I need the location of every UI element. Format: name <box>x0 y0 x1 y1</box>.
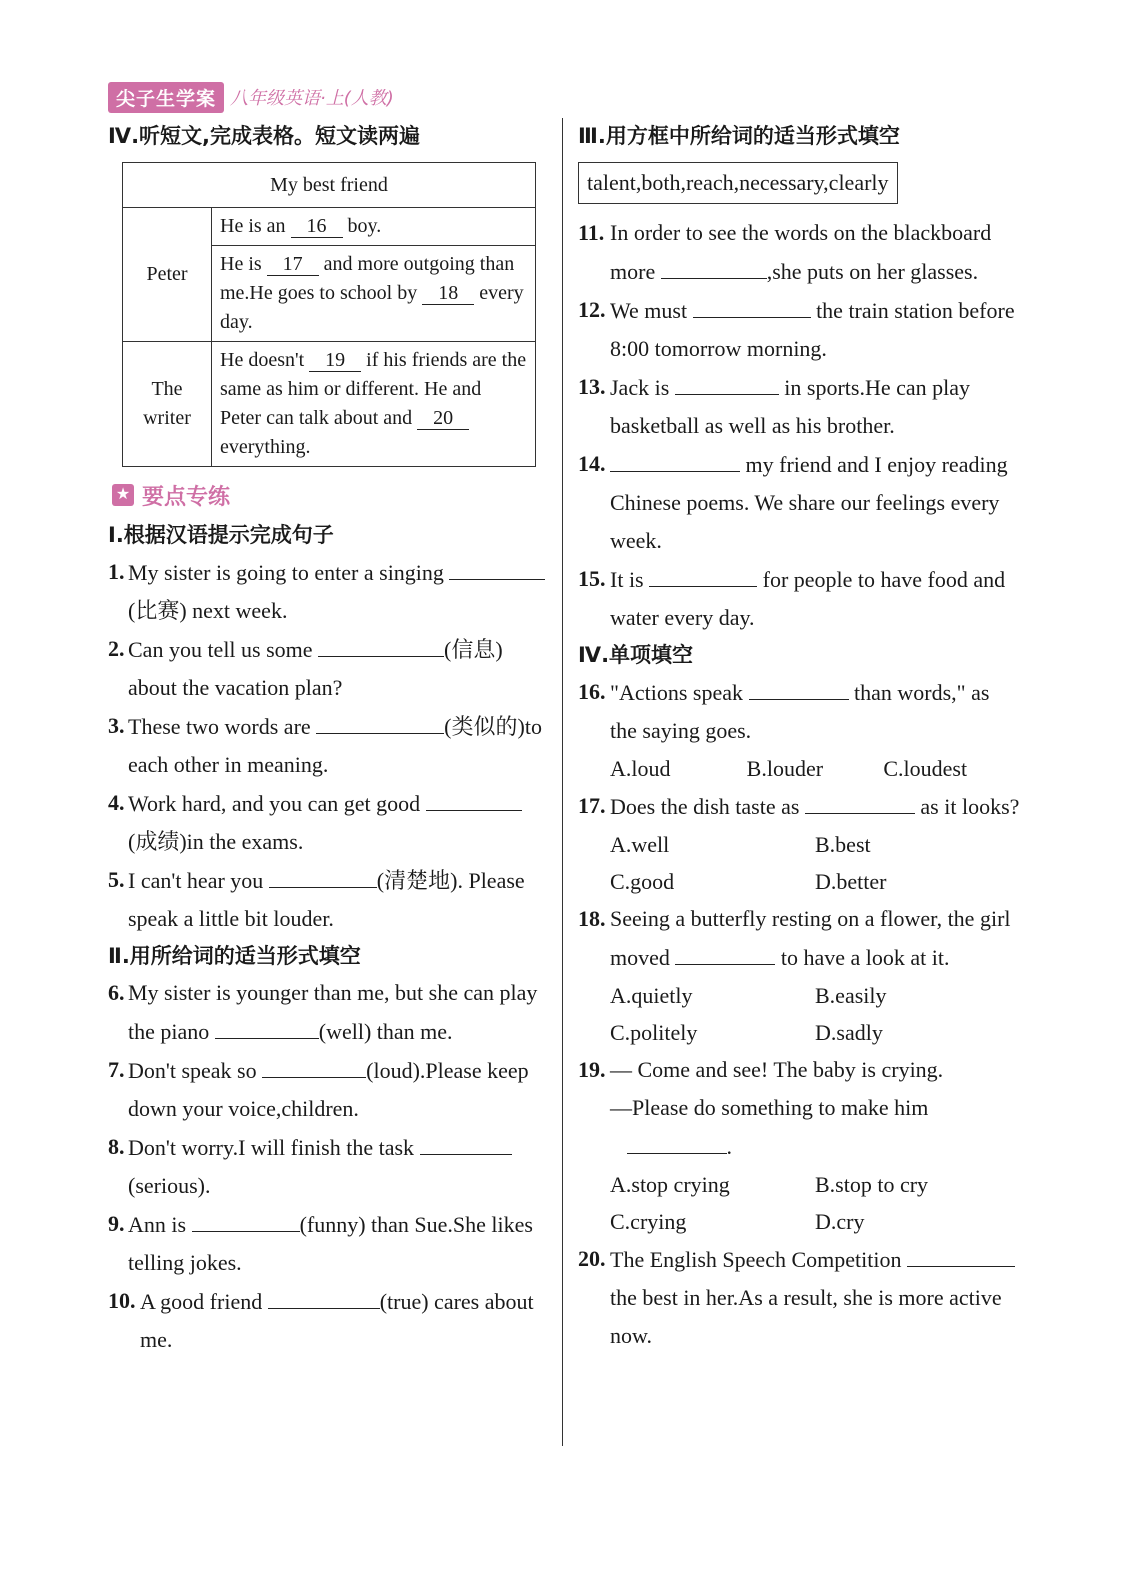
answer-blank[interactable] <box>318 630 444 657</box>
answer-blank[interactable] <box>693 291 811 318</box>
answer-blank[interactable] <box>316 707 444 734</box>
table-cell-19-20: He doesn't 19 if his friends are the same as him or different. He and Peter can talk about and 20 everything. <box>212 342 536 467</box>
question-12: 12. We must the train station before 8:00 tomorrow morning. <box>578 291 1020 368</box>
section-1-title: Ⅰ.根据汉语提示完成句子 <box>108 523 334 547</box>
answer-blank[interactable] <box>749 673 849 700</box>
answer-blank[interactable] <box>610 445 740 472</box>
option-d[interactable]: D.cry <box>815 1209 865 1234</box>
section-4-title: Ⅳ.单项填空 <box>578 643 694 667</box>
answer-blank[interactable] <box>907 1240 1015 1267</box>
row-label-writer: The writer <box>123 342 212 467</box>
answer-blank[interactable] <box>269 861 377 888</box>
question-18: 18. Seeing a butterfly resting on a flower, the girl moved to have a look at it. <box>578 906 1011 970</box>
answer-blank[interactable] <box>649 560 757 587</box>
question-4: 4. Work hard, and you can get good (成绩)in the exams. <box>108 784 550 861</box>
column-divider <box>562 118 563 1446</box>
option-c[interactable]: C.politely <box>610 1020 698 1045</box>
blank-18[interactable]: 18 <box>422 282 474 305</box>
q16-options <box>578 750 1020 787</box>
brand-logo: 尖子生学案 <box>108 82 224 113</box>
answer-blank[interactable] <box>268 1282 380 1309</box>
answer-blank[interactable] <box>675 368 779 395</box>
right-column <box>578 118 1020 1355</box>
table-header: My best friend <box>123 163 536 208</box>
q19-options-row1 <box>578 1166 1020 1203</box>
question-16: 16. "Actions speak than words," as the saying goes. <box>578 673 1020 750</box>
q18-options-row2 <box>578 1014 1020 1051</box>
key-points-badge: ★ 要点专练 <box>112 479 550 511</box>
q17-options-row2 <box>578 863 1020 900</box>
option-b[interactable]: B.louder <box>746 756 824 781</box>
option-a[interactable]: A.quietly <box>610 983 693 1008</box>
option-b[interactable]: B.stop to cry <box>815 1172 929 1197</box>
question-17: 17. Does the dish taste as as it looks? <box>578 787 1020 826</box>
answer-blank[interactable] <box>449 553 545 580</box>
question-8: 8. Don't worry.I will finish the task (serious). <box>108 1128 550 1205</box>
question-11: 11. In order to see the words on the blackboard more ,she puts on her glasses. <box>578 220 992 284</box>
star-icon: ★ <box>112 484 134 506</box>
question-13: 13. Jack is in sports.He can play basketball as well as his brother. <box>578 368 1020 445</box>
option-b[interactable]: B.easily <box>815 983 887 1008</box>
left-column <box>108 118 550 1359</box>
answer-blank[interactable] <box>426 784 522 811</box>
q18-options-row1 <box>578 977 1020 1014</box>
section-4-listening-title: Ⅳ.听短文,完成表格。短文读两遍 <box>108 124 421 148</box>
page-header <box>108 82 394 112</box>
answer-blank[interactable] <box>675 938 775 965</box>
option-d[interactable]: D.better <box>815 869 887 894</box>
question-14: 14. my friend and I enjoy reading Chinese poems. We share our feelings every week. <box>578 445 1020 560</box>
q19-options-row2 <box>578 1203 1020 1240</box>
option-c[interactable]: C.crying <box>610 1209 687 1234</box>
q17-options-row1 <box>578 826 1020 863</box>
blank-19[interactable]: 19 <box>309 349 361 372</box>
option-c[interactable]: C.loudest <box>883 756 968 781</box>
question-6: 6. My sister is younger than me, but she can play the piano (well) than me. <box>108 980 538 1044</box>
option-c[interactable]: C.good <box>610 869 675 894</box>
question-2: 2. Can you tell us some (信息) about the vacation plan? <box>108 630 550 707</box>
blank-16[interactable]: 16 <box>291 215 343 238</box>
answer-blank[interactable] <box>661 252 767 279</box>
table-cell-17-18: He is 17 and more outgoing than me.He goes to school by 18 every day. <box>212 246 536 342</box>
option-d[interactable]: D.sadly <box>815 1020 883 1045</box>
question-3: 3. These two words are (类似的)to each other in meaning. <box>108 707 550 784</box>
option-b[interactable]: B.best <box>815 832 871 857</box>
option-a[interactable]: A.stop crying <box>610 1172 730 1197</box>
section-3-title: Ⅲ.用方框中所给词的适当形式填空 <box>578 124 900 148</box>
question-7: 7. Don't speak so (loud).Please keep down your voice,children. <box>108 1051 550 1128</box>
answer-blank[interactable] <box>262 1051 366 1078</box>
best-friend-table <box>122 162 536 467</box>
question-20: 20. The English Speech Competition the best in her.As a result, she is more active now. <box>578 1240 1020 1355</box>
answer-blank[interactable] <box>420 1128 512 1155</box>
question-15: 15. It is for people to have food and water every day. <box>578 560 1020 637</box>
question-9: 9. Ann is (funny) than Sue.She likes telling jokes. <box>108 1205 550 1282</box>
book-title: 八年级英语·上(人教) <box>230 88 394 109</box>
answer-blank[interactable] <box>192 1205 300 1232</box>
option-a[interactable]: A.well <box>610 832 670 857</box>
question-5: 5. I can't hear you (清楚地). Please speak a little bit louder. <box>108 861 550 938</box>
word-box: talent,both,reach,necessary,clearly <box>578 162 898 204</box>
row-label-peter: Peter <box>123 208 212 342</box>
question-19: 19. — Come and see! The baby is crying. —Please do something to make him . <box>578 1057 944 1159</box>
section-2-title: Ⅱ.用所给词的适当形式填空 <box>108 944 361 968</box>
blank-17[interactable]: 17 <box>267 253 319 276</box>
blank-20[interactable]: 20 <box>417 407 469 430</box>
question-1: 1. My sister is going to enter a singing (比赛) next week. <box>108 553 550 630</box>
table-cell-16: He is an 16 boy. <box>212 208 536 246</box>
answer-blank[interactable] <box>627 1127 727 1154</box>
option-a[interactable]: A.loud <box>610 756 671 781</box>
answer-blank[interactable] <box>215 1012 319 1039</box>
answer-blank[interactable] <box>805 787 915 814</box>
question-10: 10. A good friend (true) cares about me. <box>108 1282 550 1359</box>
